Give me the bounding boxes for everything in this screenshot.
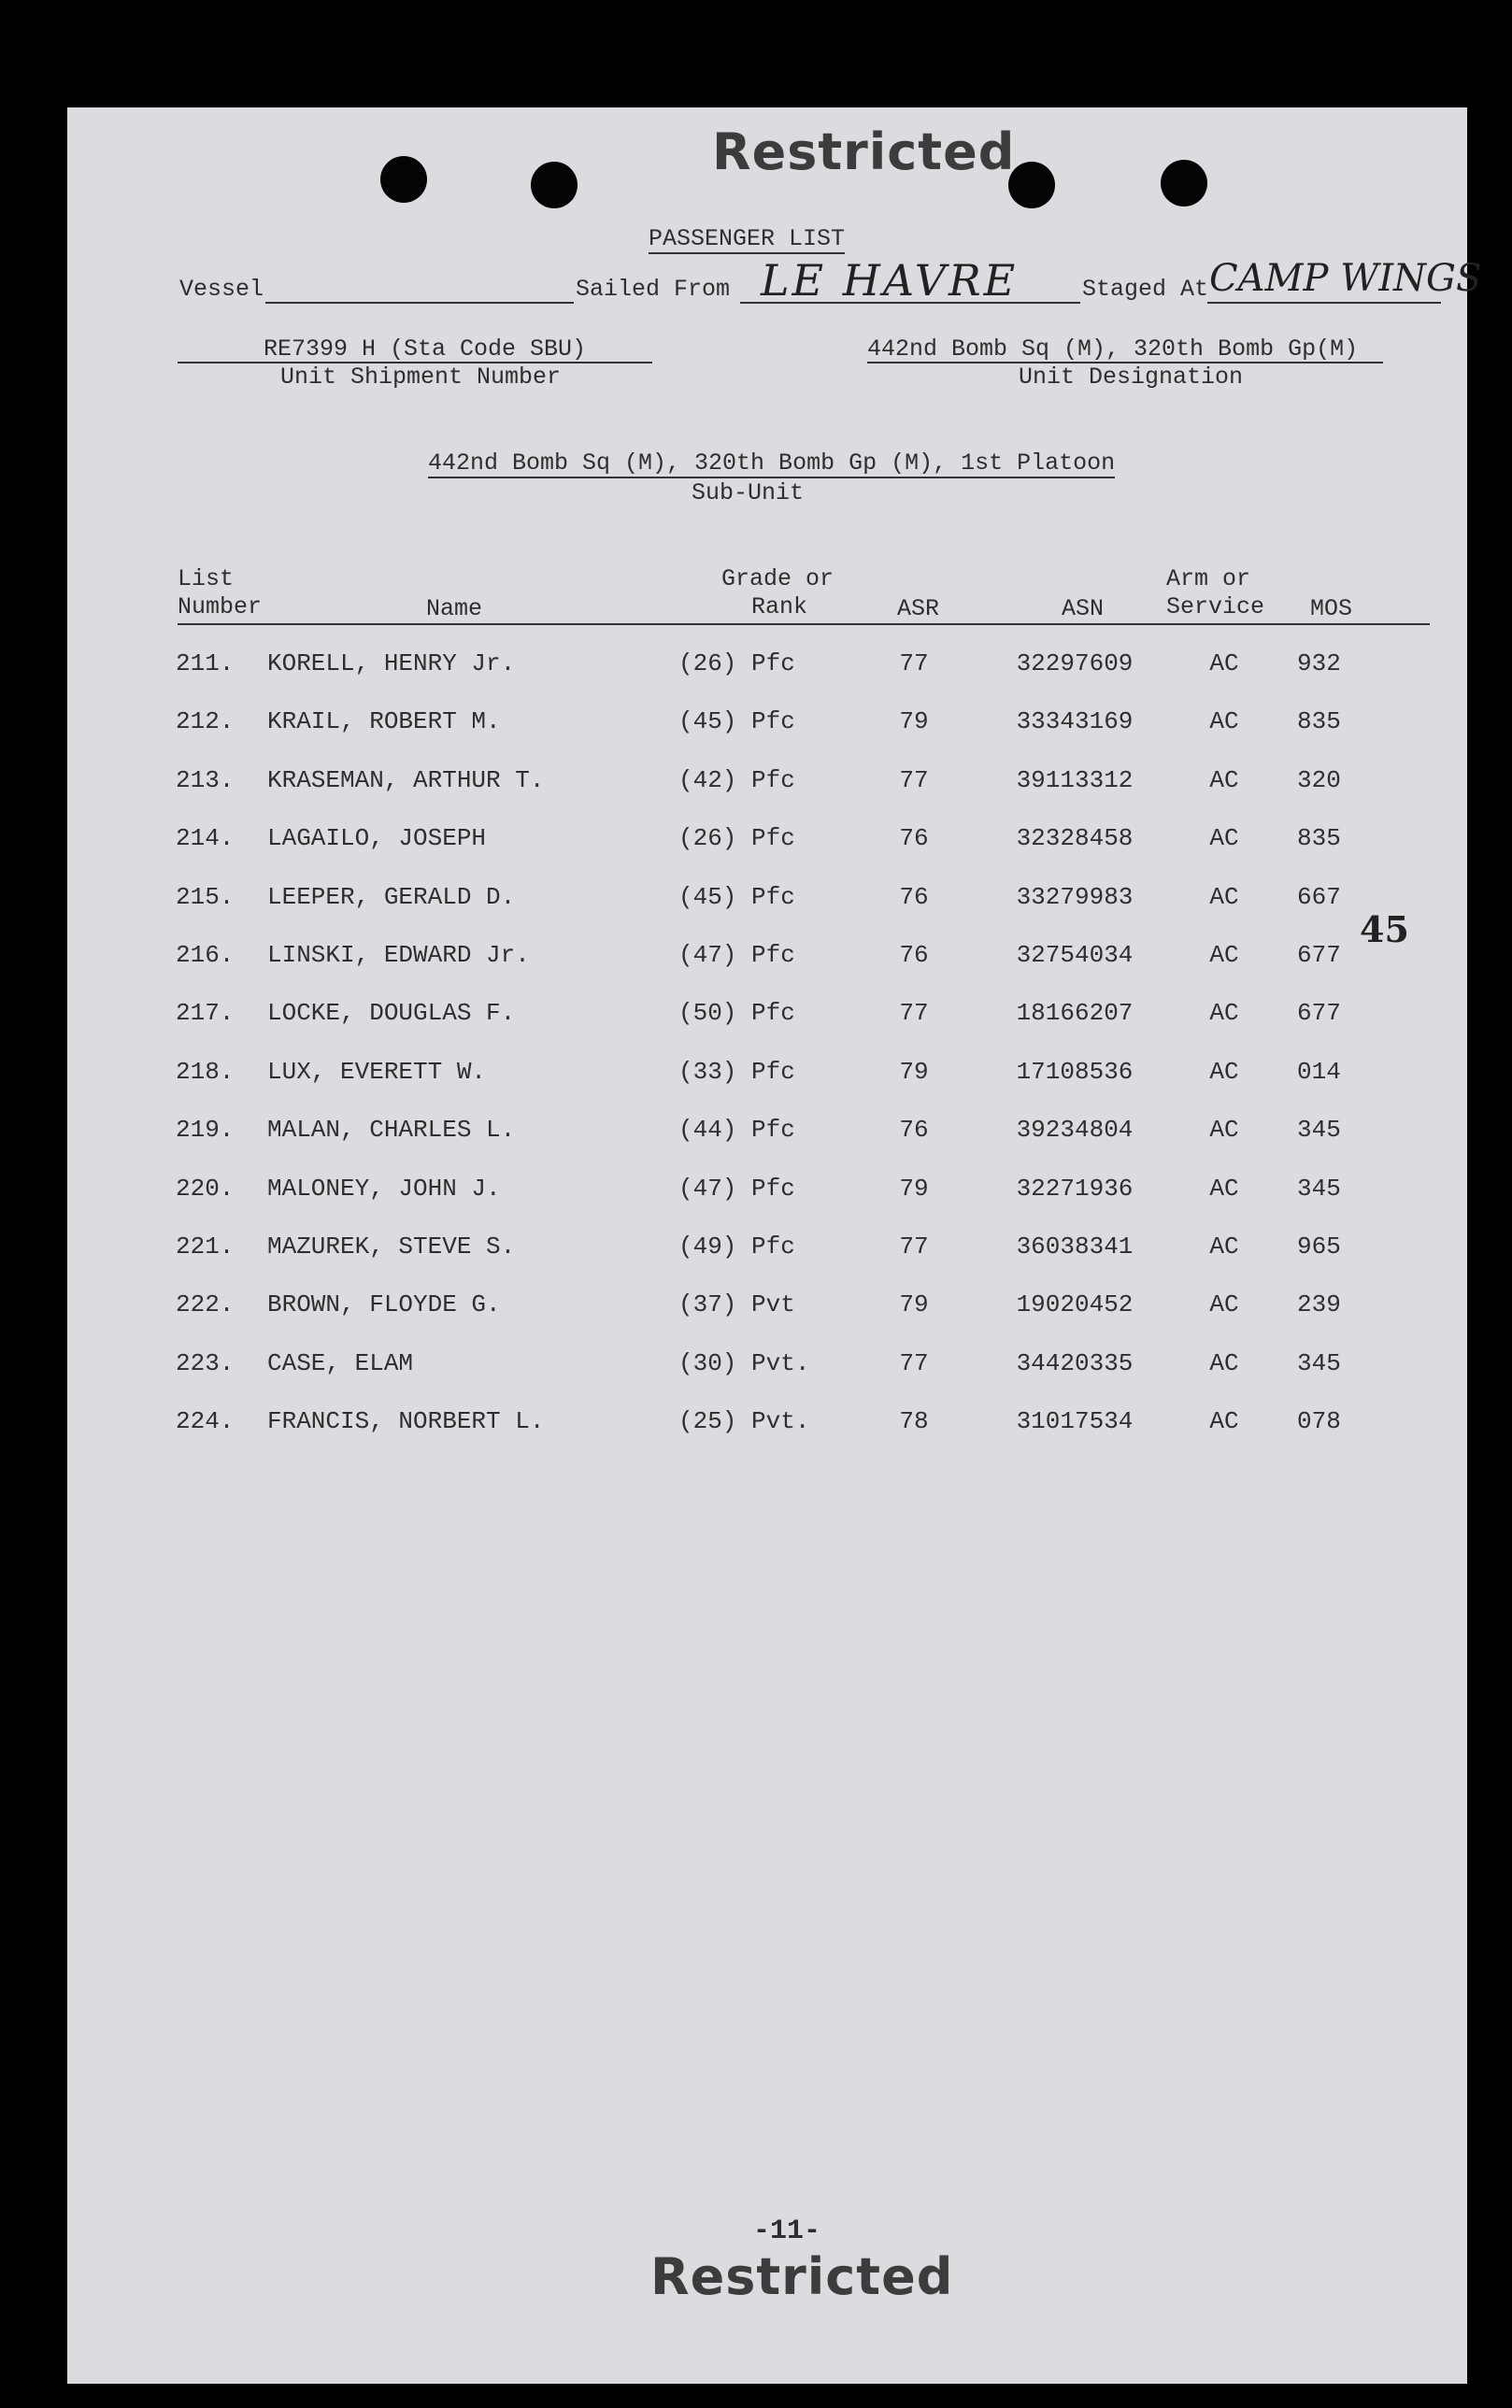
cell-asn: 36038341 <box>1016 1232 1134 1261</box>
cell-name: CASE, ELAM <box>267 1348 414 1377</box>
cell-asn: 32328458 <box>1016 824 1134 853</box>
cell-asr: 77 <box>899 1348 929 1377</box>
cell-name: KRASEMAN, ARTHUR T. <box>267 765 545 794</box>
cell-name: LINSKI, EDWARD Jr. <box>267 941 530 969</box>
cell-asn: 18166207 <box>1016 999 1134 1028</box>
cell-arm: AC <box>1209 824 1239 853</box>
cell-asn: 32297609 <box>1016 649 1134 677</box>
cell-asr: 76 <box>899 824 929 853</box>
cell-name: MALONEY, JOHN J. <box>267 1174 501 1203</box>
cell-num: 215. <box>176 882 235 911</box>
table-row <box>0 1058 1400 1095</box>
sub-unit-caption: Sub-Unit <box>692 479 805 506</box>
cell-asr: 76 <box>899 1116 929 1145</box>
cell-name: MALAN, CHARLES L. <box>267 1116 516 1145</box>
cell-num: 213. <box>176 765 235 794</box>
punch-hole <box>1161 160 1207 207</box>
cell-grade: (44) Pfc <box>678 1116 795 1145</box>
cell-num: 217. <box>176 999 235 1028</box>
cell-num: 223. <box>176 1348 235 1377</box>
cell-num: 211. <box>176 649 235 677</box>
table-row <box>0 883 1400 920</box>
table-row <box>0 1349 1400 1387</box>
col-list-number-line1: List <box>178 565 235 592</box>
footer-page-mark: -11- <box>753 2216 821 2247</box>
table-row <box>0 999 1400 1036</box>
cell-arm: AC <box>1209 1174 1239 1203</box>
col-name: Name <box>426 595 483 622</box>
cell-num: 220. <box>176 1174 235 1203</box>
cell-asr: 77 <box>899 765 929 794</box>
staged-at-label: Staged At <box>1082 276 1209 303</box>
vessel-label: Vessel <box>179 276 264 303</box>
cell-arm: AC <box>1209 649 1239 677</box>
table-row <box>0 1116 1400 1153</box>
cell-arm: AC <box>1209 882 1239 911</box>
cell-num: 222. <box>176 1290 235 1319</box>
cell-arm: AC <box>1209 1348 1239 1377</box>
cell-arm: AC <box>1209 1116 1239 1145</box>
cell-name: BROWN, FLOYDE G. <box>267 1290 501 1319</box>
cell-asr: 79 <box>899 1290 929 1319</box>
unit-shipment-number: RE7399 H (Sta Code SBU) <box>264 335 587 363</box>
cell-mos: 835 <box>1297 707 1341 736</box>
cell-mos: 667 <box>1297 882 1341 911</box>
sailed-from-label: Sailed From <box>576 276 731 303</box>
unit-designation-caption: Unit Designation <box>1019 363 1244 391</box>
table-row <box>0 707 1400 745</box>
vessel-blank-line <box>265 302 574 304</box>
cell-mos: 078 <box>1297 1407 1341 1436</box>
document-title: PASSENGER LIST <box>649 225 846 252</box>
cell-grade: (26) Pfc <box>678 649 795 677</box>
cell-mos: 677 <box>1297 941 1341 969</box>
col-arm-line2: Service <box>1166 593 1265 620</box>
staged-at-line <box>1207 302 1441 304</box>
col-grade-line1: Grade or <box>721 565 834 592</box>
cell-asn: 19020452 <box>1016 1290 1134 1319</box>
cell-mos: 239 <box>1297 1290 1341 1319</box>
cell-asr: 76 <box>899 941 929 969</box>
table-row <box>0 1407 1400 1445</box>
cell-mos: 014 <box>1297 1057 1341 1086</box>
cell-num: 219. <box>176 1116 235 1145</box>
punch-hole <box>1008 162 1055 208</box>
col-mos: MOS <box>1310 595 1353 622</box>
cell-mos: 345 <box>1297 1174 1341 1203</box>
cell-arm: AC <box>1209 1232 1239 1261</box>
cell-asn: 31017534 <box>1016 1407 1134 1436</box>
cell-asr: 79 <box>899 707 929 736</box>
col-asr: ASR <box>897 595 940 622</box>
cell-grade: (30) Pvt. <box>678 1348 810 1377</box>
cell-asn: 39234804 <box>1016 1116 1134 1145</box>
cell-asn: 17108536 <box>1016 1057 1134 1086</box>
cell-name: LAGAILO, JOSEPH <box>267 824 487 853</box>
col-asn: ASN <box>1062 595 1105 622</box>
cell-name: LOCKE, DOUGLAS F. <box>267 999 516 1028</box>
top-restricted-stamp: Restricted <box>712 122 1016 181</box>
cell-asr: 76 <box>899 882 929 911</box>
cell-arm: AC <box>1209 1290 1239 1319</box>
cell-asn: 32754034 <box>1016 941 1134 969</box>
punch-hole <box>380 156 427 203</box>
cell-asn: 32271936 <box>1016 1174 1134 1203</box>
cell-mos: 320 <box>1297 765 1341 794</box>
sailed-from-value: LE HAVRE <box>761 255 1019 306</box>
cell-num: 224. <box>176 1407 235 1436</box>
cell-num: 218. <box>176 1057 235 1086</box>
cell-grade: (47) Pfc <box>678 1174 795 1203</box>
cell-grade: (47) Pfc <box>678 941 795 969</box>
cell-asr: 77 <box>899 999 929 1028</box>
col-arm-line1: Arm or <box>1166 565 1251 592</box>
cell-name: KORELL, HENRY Jr. <box>267 649 516 677</box>
unit-shipment-number-caption: Unit Shipment Number <box>280 363 562 391</box>
document-page <box>67 107 1482 2384</box>
cell-name: FRANCIS, NORBERT L. <box>267 1407 545 1436</box>
cell-arm: AC <box>1209 999 1239 1028</box>
cell-grade: (49) Pfc <box>678 1232 795 1261</box>
page-number: 45 <box>1360 908 1409 950</box>
sub-unit-value: 442nd Bomb Sq (M), 320th Bomb Gp (M), 1st Platoon <box>428 449 1116 477</box>
cell-asr: 78 <box>899 1407 929 1436</box>
cell-mos: 932 <box>1297 649 1341 677</box>
table-row <box>0 1290 1400 1328</box>
cell-mos: 965 <box>1297 1232 1341 1261</box>
cell-mos: 835 <box>1297 824 1341 853</box>
cell-arm: AC <box>1209 765 1239 794</box>
cell-name: MAZUREK, STEVE S. <box>267 1232 516 1261</box>
cell-name: LUX, EVERETT W. <box>267 1057 487 1086</box>
cell-asn: 33343169 <box>1016 707 1134 736</box>
cell-asn: 33279983 <box>1016 882 1134 911</box>
cell-arm: AC <box>1209 1407 1239 1436</box>
cell-grade: (50) Pfc <box>678 999 795 1028</box>
cell-grade: (45) Pfc <box>678 882 795 911</box>
cell-num: 216. <box>176 941 235 969</box>
cell-mos: 345 <box>1297 1348 1341 1377</box>
cell-grade: (45) Pfc <box>678 707 795 736</box>
cell-grade: (25) Pvt. <box>678 1407 810 1436</box>
cell-grade: (33) Pfc <box>678 1057 795 1086</box>
cell-grade: (37) Pvt <box>678 1290 795 1319</box>
cell-num: 212. <box>176 707 235 736</box>
table-row <box>0 766 1400 804</box>
cell-arm: AC <box>1209 707 1239 736</box>
cell-name: KRAIL, ROBERT M. <box>267 707 501 736</box>
cell-mos: 677 <box>1297 999 1341 1028</box>
cell-arm: AC <box>1209 941 1239 969</box>
table-row <box>0 649 1400 687</box>
cell-name: LEEPER, GERALD D. <box>267 882 516 911</box>
cell-asr: 77 <box>899 649 929 677</box>
cell-asr: 77 <box>899 1232 929 1261</box>
staged-at-value: CAMP WINGS <box>1209 257 1482 300</box>
cell-asn: 34420335 <box>1016 1348 1134 1377</box>
col-list-number-line2: Number <box>178 593 263 620</box>
table-row <box>0 824 1400 862</box>
table-row <box>0 941 1400 978</box>
cell-asr: 79 <box>899 1057 929 1086</box>
bottom-restricted-stamp: Restricted <box>650 2247 954 2306</box>
table-row <box>0 1232 1400 1270</box>
cell-mos: 345 <box>1297 1116 1341 1145</box>
cell-asn: 39113312 <box>1016 765 1134 794</box>
cell-grade: (26) Pfc <box>678 824 795 853</box>
punch-hole <box>531 162 578 208</box>
table-row <box>0 1175 1400 1212</box>
cell-arm: AC <box>1209 1057 1239 1086</box>
header-rule <box>178 623 1430 625</box>
col-grade-line2: Rank <box>751 593 808 620</box>
unit-designation: 442nd Bomb Sq (M), 320th Bomb Gp(M) <box>867 335 1359 363</box>
cell-num: 214. <box>176 824 235 853</box>
cell-asr: 79 <box>899 1174 929 1203</box>
cell-num: 221. <box>176 1232 235 1261</box>
cell-grade: (42) Pfc <box>678 765 795 794</box>
